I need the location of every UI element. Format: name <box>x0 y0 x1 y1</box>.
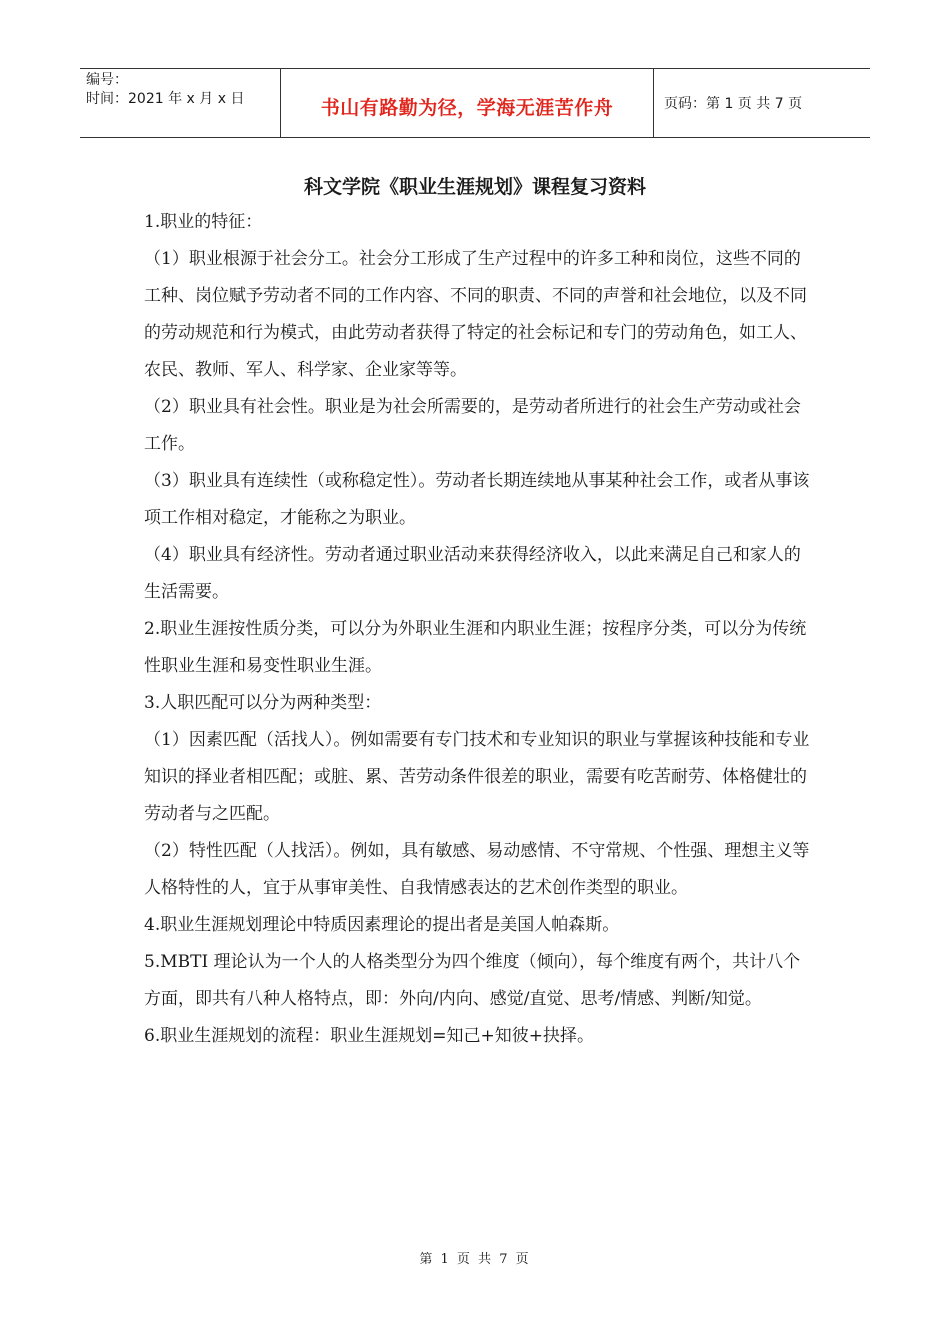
paragraph: 3.人职匹配可以分为两种类型： <box>144 693 382 713</box>
paragraph: （2）特性匹配（人找活）。例如，具有敏感、易动感情、不守常规、个性强、理想主义等人格特性的人，宜于从事审美性、自我情感表达的艺术创作类型的职业。 <box>144 841 810 898</box>
serial-label: 编号： <box>86 72 128 88</box>
time-label: 时间：2021 年 x 月 x 日 <box>86 91 245 107</box>
motto: 书山有路勤为径，学海无涯苦作舟 <box>320 96 614 119</box>
document-body <box>144 204 814 1055</box>
header-motto-cell <box>281 69 654 137</box>
header-table <box>80 68 870 138</box>
page-footer: 第 1 页 共 7 页 <box>419 1252 531 1267</box>
paragraph: 6.职业生涯规划的流程：职业生涯规划=知己+知彼+抉择。 <box>144 1026 594 1046</box>
paragraph: 1.职业的特征： <box>144 212 263 232</box>
paragraph: （3）职业具有连续性（或称稳定性）。劳动者长期连续地从事某种社会工作，或者从事该项工作相对稳定，才能称之为职业。 <box>144 471 810 528</box>
paragraph: （1）职业根源于社会分工。社会分工形成了生产过程中的许多工种和岗位，这些不同的工种、岗位赋予劳动者不同的工作内容、不同的职责、不同的声誉和社会地位，以及不同的劳动规范和行为模式，由此劳动者获得了特定的社会标记和专门的劳动角色，如工人、农民、教师、军人、科学家、企业家等等。 <box>144 249 807 380</box>
paragraph: （2）职业具有社会性。职业是为社会所需要的，是劳动者所进行的社会生产劳动或社会工作。 <box>144 397 801 454</box>
document-title: 科文学院《职业生涯规划》课程复习资料 <box>303 176 646 198</box>
header-meta-cell <box>80 69 281 137</box>
paragraph: 5.MBTI 理论认为一个人的人格类型分为四个维度（倾向），每个维度有两个，共计八个方面，即共有八种人格特点，即：外向/内向、感觉/直觉、思考/情感、判断/知觉。 <box>144 952 801 1009</box>
paragraph: （4）职业具有经济性。劳动者通过职业活动来获得经济收入，以此来满足自己和家人的生活需要。 <box>144 545 801 602</box>
paragraph: （1）因素匹配（活找人）。例如需要有专门技术和专业知识的职业与掌握该种技能和专业知识的择业者相匹配；或脏、累、苦劳动条件很差的职业，需要有吃苦耐劳、体格健壮的劳动者与之匹配。 <box>144 730 810 824</box>
header-page-cell <box>654 69 870 137</box>
paragraph: 4.职业生涯规划理论中特质因素理论的提出者是美国人帕森斯。 <box>144 915 620 935</box>
page-info: 页码：第 1 页 共 7 页 <box>664 96 803 112</box>
paragraph: 2.职业生涯按性质分类，可以分为外职业生涯和内职业生涯；按程序分类，可以分为传统性职业生涯和易变性职业生涯。 <box>144 619 807 676</box>
